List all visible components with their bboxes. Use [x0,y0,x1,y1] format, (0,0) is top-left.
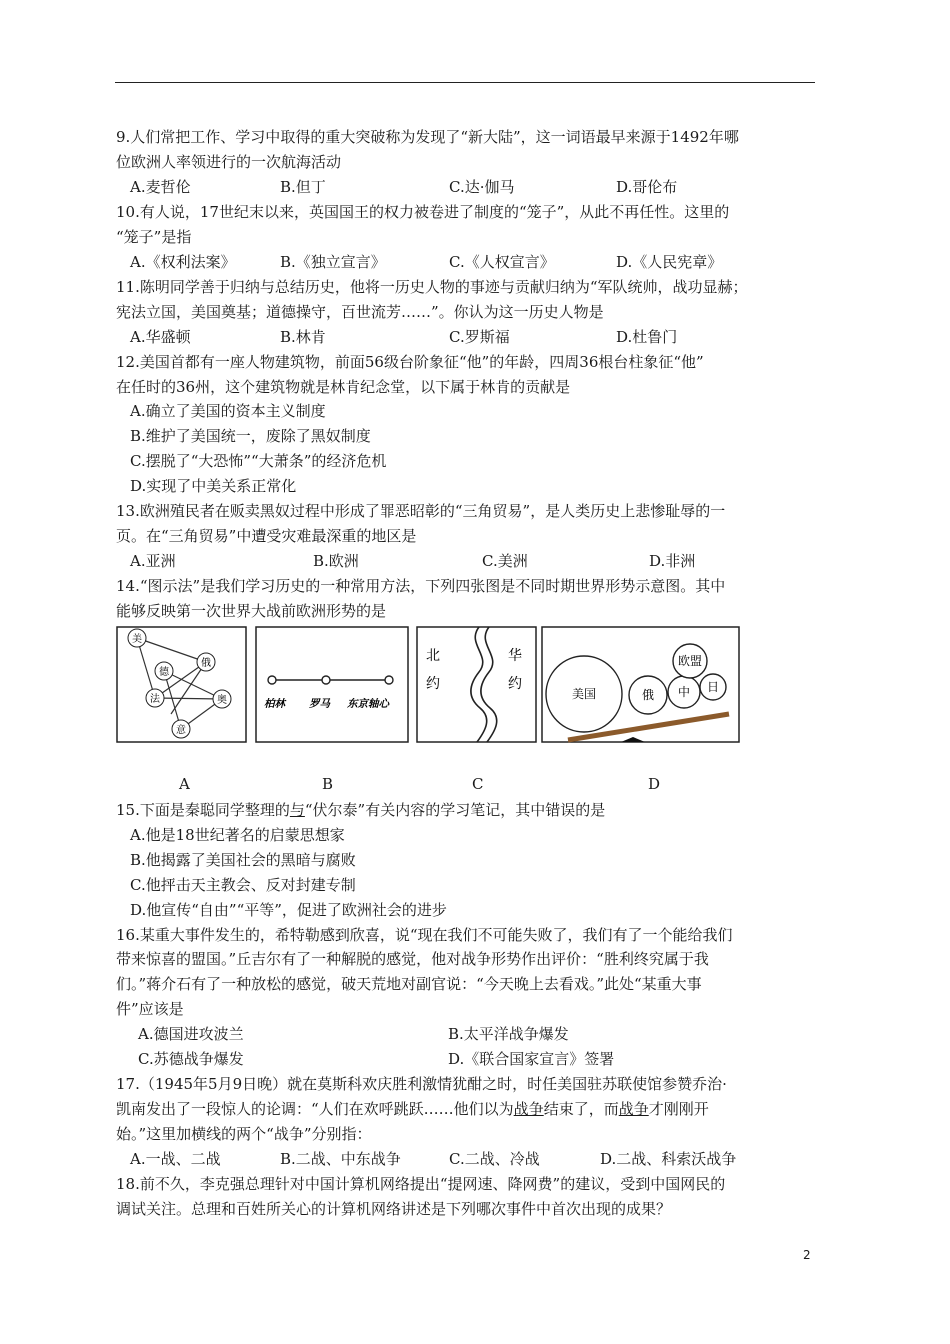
label-china: 中 [677,685,691,699]
q16-line3: 们。”蒋介石有了一种放松的感觉，破天荒地对副官说：“今天晚上去看戏。”此处“某重大事 [116,975,702,993]
q12-line2: 在任时的36州，这个建筑物就是林肯纪念堂，以下属于林肯的贡献是 [116,378,571,396]
axis-node-rome [322,676,330,684]
q15-option-d: D.他宣传“自由”“平等”，促进了欧洲社会的进步 [130,901,447,919]
q12-option-c: C.摆脱了“大恐怖”“大萧条”的经济危机 [130,452,387,470]
q17-underlined-war-2: 战争 [618,1100,649,1118]
q11-line1: 11.陈明同学善于归纳与总结历史，他将一历史人物的事迹与贡献归纳为“军队统帅，战功显赫； [116,278,748,296]
q17-line2-e: 才刚刚开 [648,1100,709,1118]
q16-option-a: A.德国进攻波兰 [138,1025,244,1043]
q9-option-b: B.但丁 [280,178,326,196]
label-yue-left: 约 [426,676,440,692]
q13-line2: 页。在“三角贸易”中遭受灾难最深重的地区是 [116,527,417,545]
q12-option-d: D.实现了中美关系正常化 [130,477,297,495]
q10-option-b: B.《独立宣言》 [280,253,386,271]
header-rule [115,82,815,83]
node-mei-label: 美 [132,634,142,645]
q15-option-a: A.他是18世纪著名的启蒙思想家 [130,826,345,844]
label-japan: 日 [706,680,720,694]
q9-option-c: C.达·伽马 [449,178,515,196]
page-number: 2 [803,1248,811,1262]
q13-option-b: B.欧洲 [313,552,359,570]
q9-option-d: D.哥伦布 [616,178,678,196]
q15-line1-post: “伏尔泰”有关内容的学习笔记，其中错误的是 [304,801,606,819]
node-fa-label: 法 [150,694,160,705]
q17-line1: 17.（1945年5月9日晚）就在莫斯科欢庆胜利激情犹酣之时，时任美国驻苏联使馆参赞乔治· [116,1075,727,1093]
q9-line2: 位欧洲人率领进行的一次航海活动 [116,153,342,171]
figure-label-a: A [179,775,190,793]
q12-option-a: A.确立了美国的资本主义制度 [130,402,326,420]
q13-option-a: A.亚洲 [130,552,176,570]
label-bei: 北 [426,648,440,664]
q10-option-d: D.《人民宪章》 [616,253,723,271]
q10-option-c: C.《人权宣言》 [449,253,555,271]
q15-option-c: C.他抨击天主教会、反对封建专制 [130,876,356,894]
q17-option-b: B.二战、中东战争 [280,1150,401,1168]
axis-node-tokyo [385,676,393,684]
q9-line1: 9.人们常把工作、学习中取得的重大突破称为发现了“新大陆”，这一词语最早来源于1492年哪 [116,128,739,146]
q11-option-c: C.罗斯福 [449,328,510,346]
q12-option-b: B.维护了美国统一，废除了黑奴制度 [130,427,371,445]
q18-line1: 18.前不久，李克强总理针对中国计算机网络提出“提网速、降网费”的建议，受到中国网民的 [116,1175,726,1193]
axis-node-berlin [268,676,276,684]
q17-line2 [116,1099,709,1119]
q15-option-b: B.他揭露了美国社会的黑暗与腐败 [130,851,356,869]
q14-line2: 能够反映第一次世界大战前欧洲形势的是 [116,602,387,620]
q15-line1-mid: 与 [289,801,305,819]
node-de-label: 德 [159,667,169,678]
label-usa: 美国 [571,687,597,701]
label-hua: 华 [508,648,522,664]
q11-option-d: D.杜鲁门 [616,328,678,346]
q17-line3: 始。”这里加横线的两个“战争”分别指： [116,1125,372,1143]
q15-line1 [116,800,605,820]
q17-option-d: D.二战、科索沃战争 [600,1150,737,1168]
q16-line4: 件”应该是 [116,1000,184,1018]
q9-option-a: A.麦哲伦 [130,178,191,196]
label-yue-right: 约 [508,676,522,692]
q17-line2-c: 结束了，而 [543,1100,619,1118]
q16-line1: 16.某重大事件发生的，希特勒感到欣喜，说“现在我们不可能失败了，我们有了一个能给我们 [116,926,733,944]
node-e-label: 俄 [201,658,211,669]
figure-d-multipolar [541,626,740,743]
figure-b-frame [256,627,408,742]
q13-option-d: D.非洲 [649,552,696,570]
q11-option-b: B.林肯 [280,328,326,346]
figure-label-b: B [322,775,334,793]
label-tokyo-axis: 东京轴心 [347,698,389,710]
q14-line1: 14.“图示法”是我们学习历史的一种常用方法，下列四张图是不同时期世界形势示意图。其中 [116,577,726,595]
q17-underlined-war-1: 战争 [513,1100,544,1118]
label-russia: 俄 [641,688,655,702]
label-eu: 欧盟 [677,654,703,668]
q17-option-c: C.二战、冷战 [449,1150,540,1168]
q11-line2: 宪法立国，美国奠基；道德操守，百世流芳……”。你认为这一历史人物是 [116,303,604,321]
q11-option-a: A.华盛顿 [130,328,191,346]
node-yi-label: 意 [176,725,186,736]
label-rome: 罗马 [309,698,330,710]
q10-line1: 10.有人说，17世纪末以来，英国国王的权力被卷进了制度的“笼子”，从此不再任性。这里的 [116,203,730,221]
q16-option-c: C.苏德战争爆发 [138,1050,244,1068]
q10-line2: “笼子”是指 [116,228,192,246]
figure-label-c: C [472,775,484,793]
q12-line1: 12.美国首都有一座人物建筑物，前面56级台阶象征“他”的年龄，四周36根台柱象征“他” [116,353,704,371]
q16-option-d: D.《联合国家宣言》签署 [448,1050,615,1068]
q13-line1: 13.欧洲殖民者在贩卖黑奴过程中形成了罪恶昭彰的“三角贸易”，是人类历史上悲惨耻辱的一 [116,502,726,520]
figure-label-d: D [648,775,661,793]
figure-c-cold-war [416,626,537,743]
figure-b-axis [255,626,409,743]
q16-option-b: B.太平洋战争爆发 [448,1025,569,1043]
q16-line2: 带来惊喜的盟国。”丘吉尔有了一种解脱的感觉，他对战争形势作出评价：“胜利终究属于我 [116,950,709,968]
q17-line2-a: 凯南发出了一段惊人的论调：“人们在欢呼跳跃……他们以为 [116,1100,514,1118]
q15-line1-pre: 15.下面是秦聪同学整理的 [116,801,290,819]
label-berlin: 柏林 [264,698,285,710]
q10-option-a: A.《权利法案》 [130,253,236,271]
q18-line2: 调试关注。总理和百姓所关心的计算机网络讲述是下列哪次事件中首次出现的成果？ [116,1200,672,1218]
q17-option-a: A.一战、二战 [130,1150,221,1168]
q13-option-c: C.美洲 [482,552,528,570]
figure-a-alliances [116,626,247,743]
node-ao-label: 奥 [217,695,227,706]
